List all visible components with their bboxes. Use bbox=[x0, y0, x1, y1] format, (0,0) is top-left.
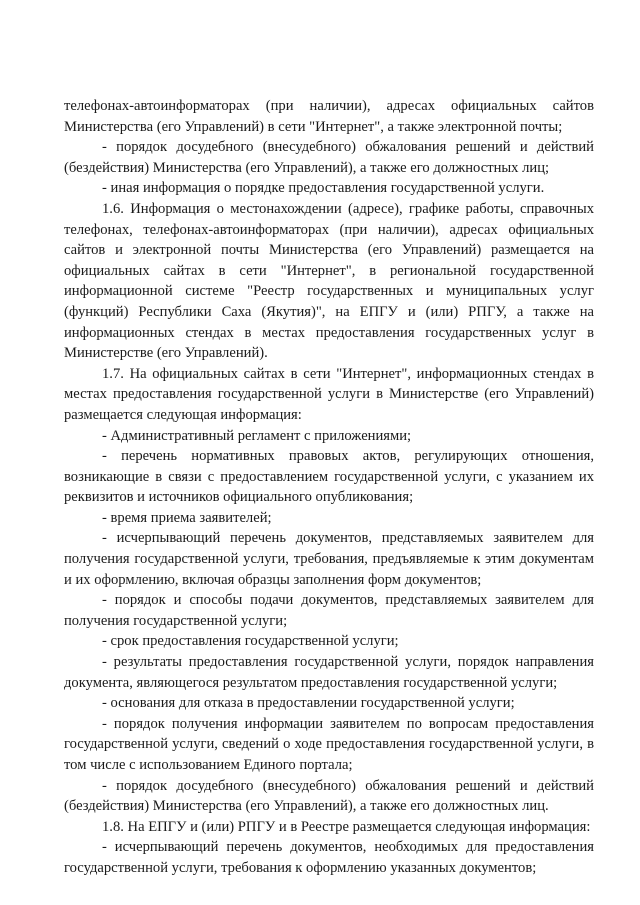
paragraph: - результаты предоставления государственной услуги, порядок направления документа, являющегося результатом предоставления государственной услуги; bbox=[64, 654, 594, 691]
paragraph: - Административный регламент с приложениями; bbox=[102, 427, 412, 444]
paragraph: - исчерпывающий перечень документов, представляемых заявителем для получения государственной услуги, требования, предъявляемые к этим документам и их оформлению, включая образцы заполнения форм документов; bbox=[64, 530, 594, 588]
paragraph: - перечень нормативных правовых актов, регулирующих отношения, возникающие в связи с предоставлением государственной услуги, с указанием их реквизитов и источников официального опубликования; bbox=[64, 448, 594, 506]
paragraph: - исчерпывающий перечень документов, необходимых для предоставления государственной услуги, требования к оформлению указанных документов; bbox=[64, 839, 594, 876]
paragraph: - основания для отказа в предоставлении государственной услуги; bbox=[102, 695, 515, 712]
paragraph: - срок предоставления государственной услуги; bbox=[102, 633, 399, 650]
paragraph: - время приема заявителей; bbox=[102, 509, 272, 526]
paragraph: - порядок и способы подачи документов, представляемых заявителем для получения государственной услуги; bbox=[64, 592, 594, 629]
paragraph: 1.7. На официальных сайтах в сети "Интернет", информационных стендах в местах предоставления государственной услуги в Министерстве (его Управлений) размещается следующая информация: bbox=[64, 365, 594, 423]
paragraph: - порядок досудебного (внесудебного) обжалования решений и действий (бездействия) Министерства (его Управлений), а также его должностных лиц; bbox=[64, 139, 594, 176]
paragraph: телефонах-автоинформаторах (при наличии), адресах официальных сайтов Министерства (его Управлений) в сети "Интернет", а также электронной почты; bbox=[64, 98, 594, 135]
paragraph: - порядок получения информации заявителем по вопросам предоставления государственной услуги, сведений о ходе предоставления государственной услуги, в том числе с использованием Единого портала; bbox=[64, 715, 594, 773]
paragraph: 1.8. На ЕПГУ и (или) РПГУ и в Реестре размещается следующая информация: bbox=[102, 818, 591, 835]
paragraph: - иная информация о порядке предоставления государственной услуги. bbox=[102, 180, 545, 197]
paragraph: 1.6. Информация о местонахождении (адресе), графике работы, справочных телефонах, телефонах-автоинформаторах (при наличии), адресах официальных сайтов и электронной почты Министерства (его Управлений) размещается на официальных сайтах в сети "Интернет", в региональной государственной информационной системе "Реестр государственных и муниципальных услуг (функций) Республики Саха (Якутия)", на ЕПГУ и (или) РПГУ, а также на информационных стендах в местах предоставления государственных услуг в Министерстве (его Управлений). bbox=[64, 200, 594, 362]
paragraph: - порядок досудебного (внесудебного) обжалования решений и действий (бездействия) Министерства (его Управлений), а также его должностных лиц. bbox=[64, 777, 594, 815]
